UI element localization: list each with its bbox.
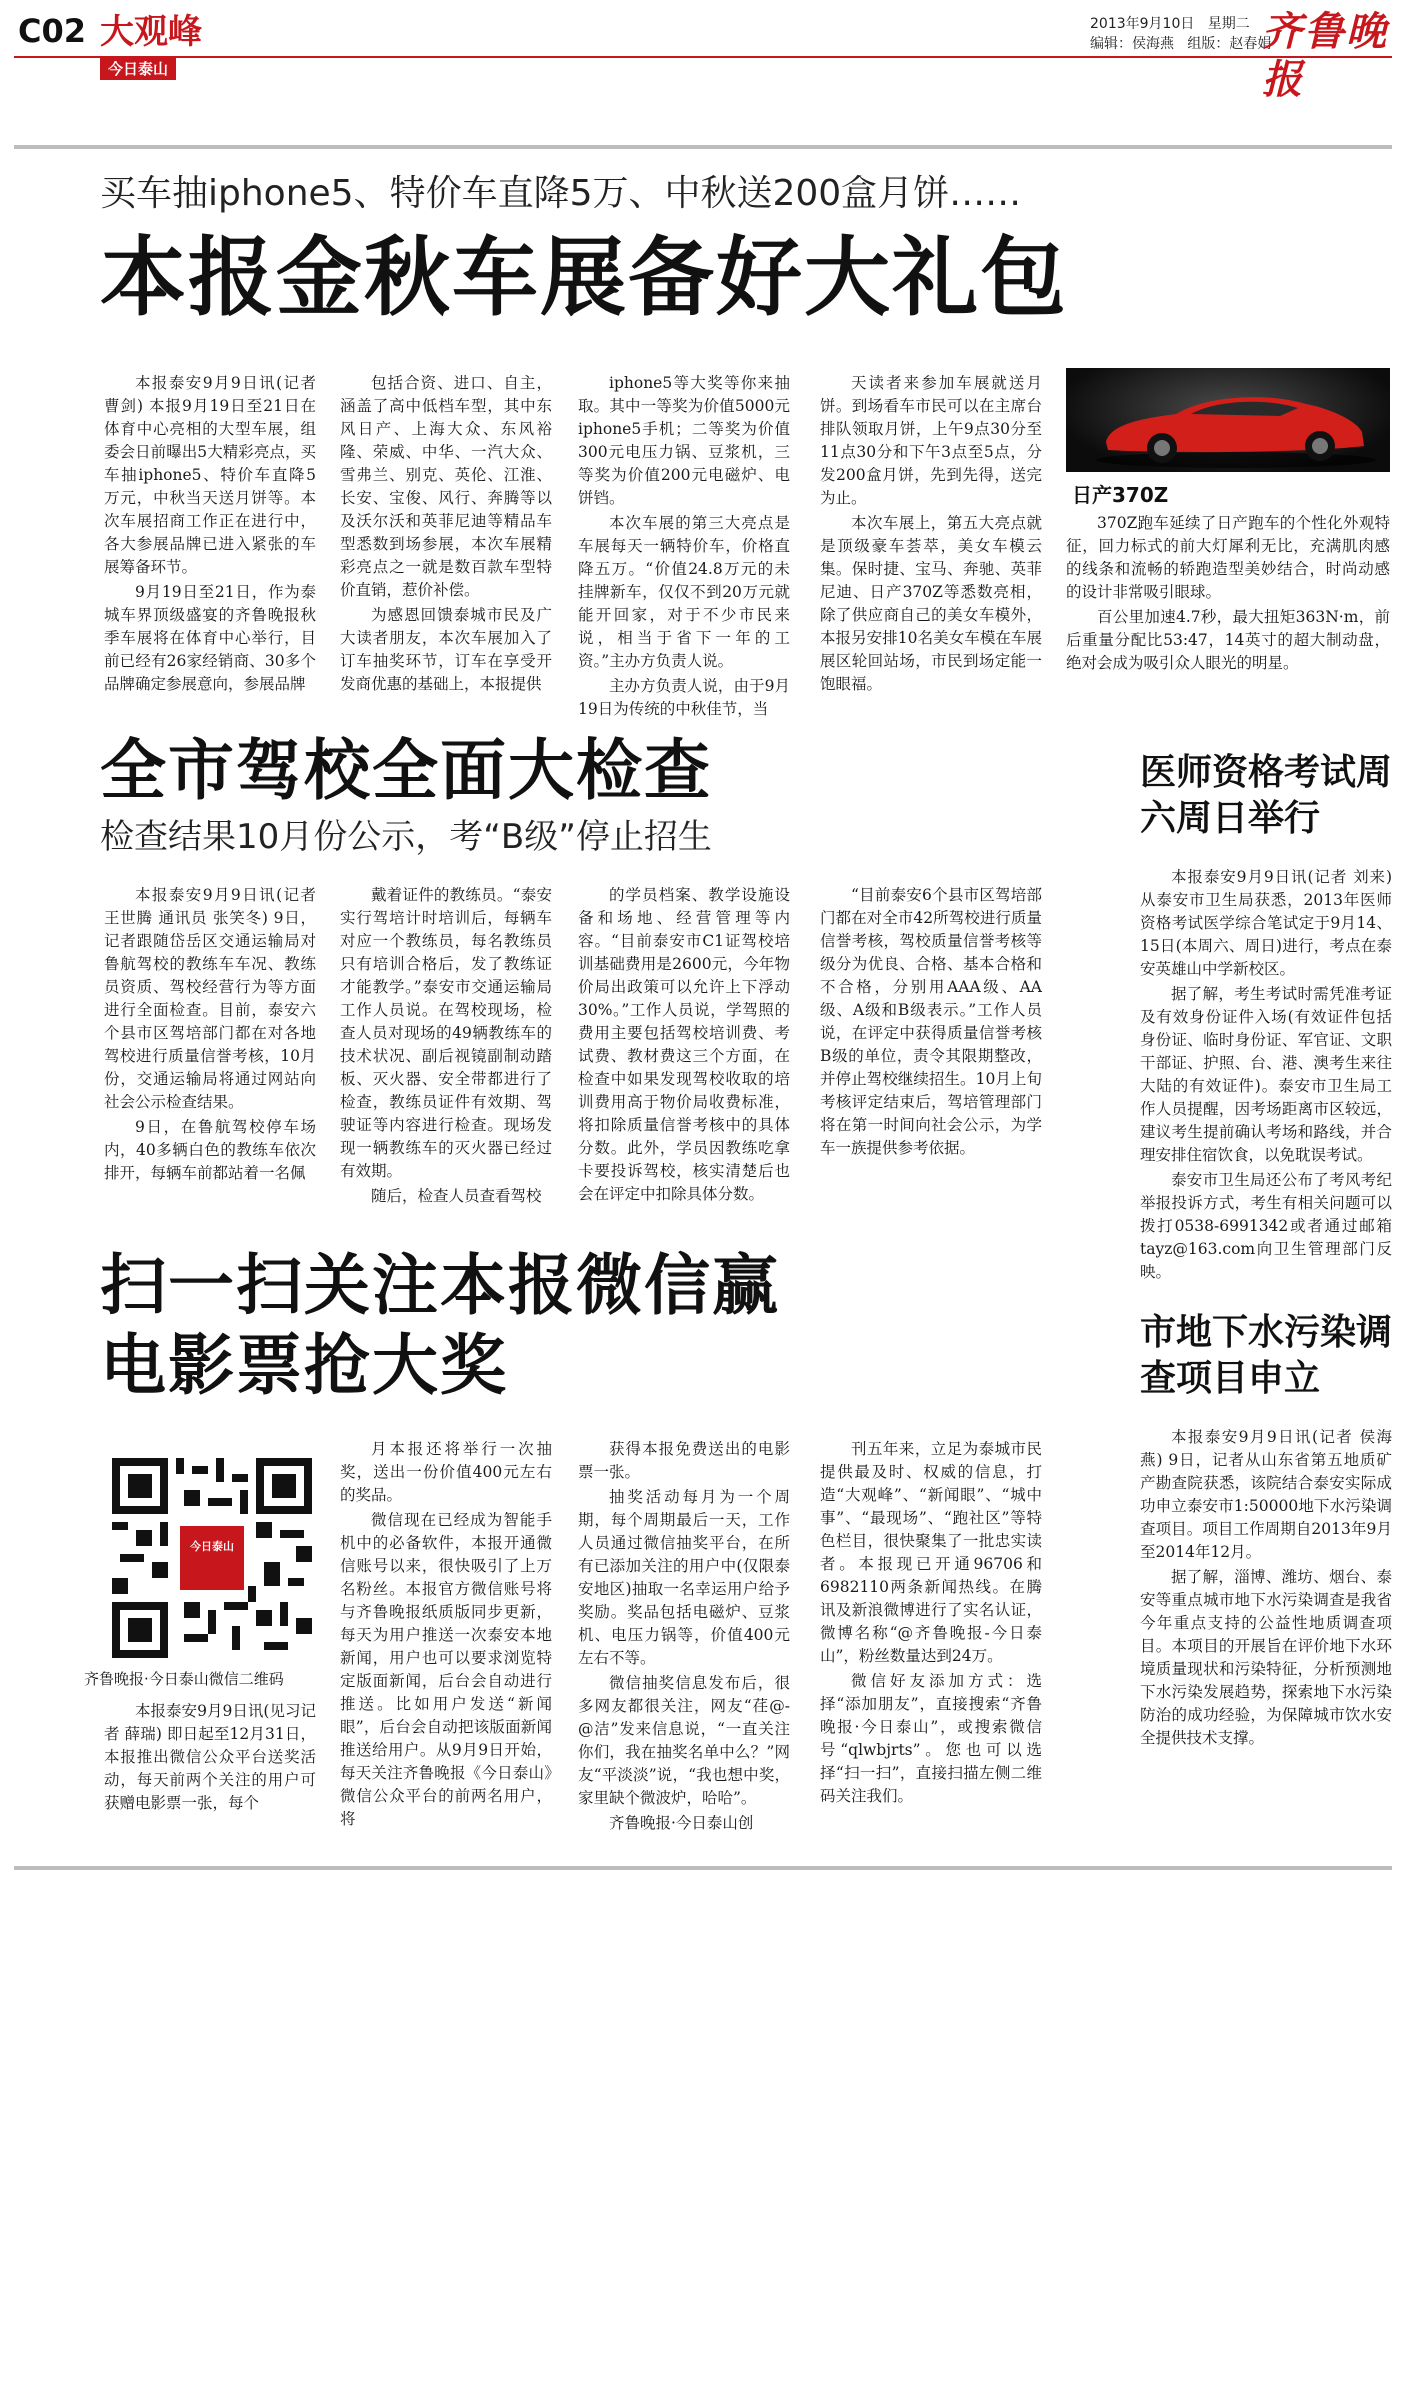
paragraph: 本次车展的第三大亮点是车展每天一辆特价车，价格直降五万。“价值24.8万元的未挂牌新车，仅仅不到20万元就能开回家，对于不少市民来说，相当于省下一年的工资。”主办方负责人说。 [578,514,790,670]
paragraph: 主办方负责人说，由于9月19日为传统的中秋佳节，当 [578,677,790,718]
date-text: 2013年9月10日 [1090,16,1195,32]
paragraph: 9月19日至21日，作为泰城车界顶级盛宴的齐鲁晚报秋季车展将在体育中心举行，目前已经有26家经销商、30多个品牌确定参展意向，参展品牌 [104,583,316,693]
layout-text: 组版：赵春娟 [1187,36,1272,52]
car-description [1066,512,1390,672]
article2-column-1 [104,884,316,1184]
article3-column-3 [578,1438,790,1850]
paragraph: 为感恩回馈泰城市民及广大读者朋友，本次车展加入了订车抽奖环节，订车在享受开发商优惠的基础上，本报提供 [340,606,552,693]
paragraph: 9日，在鲁航驾校停车场内，40多辆白色的教练车依次排开，每辆车前都站着一名佩 [104,1118,316,1182]
paragraph: 齐鲁晚报·今日泰山创 [609,1814,754,1832]
qr-code-graphic [112,1458,312,1658]
paragraph: 天读者来参加车展就送月饼。到场看车市民可以在主席台排队领取月饼，上午9点30分至11点30分和下午3点至5点，分发200盒月饼，先到先得，送完为止。 [820,374,1042,507]
editor-credits [1090,34,1271,54]
sports-car-icon [1066,368,1390,472]
paragraph: 370Z跑车延续了日产跑车的个性化外观特征，回力标式的前大灯犀利无比，充满肌肉感的线条和流畅的轿跑造型美妙结合，时尚动感的设计非常吸引眼球。 [1066,514,1390,601]
article1-column-1 [104,372,316,693]
article3-column-1 [104,1700,316,1850]
qr-caption: 齐鲁晚报·今日泰山微信二维码 [84,1670,284,1688]
paragraph: 本报泰安9月9日讯(见习记者 薛瑞) 即日起至12月31日，本报推出微信公众平台送奖活动，每天前两个关注的用户可获赠电影票一张，每个 [104,1702,316,1812]
article2-column-3 [578,884,790,1203]
paragraph: 刊五年来，立足为泰城市民提供最及时、权威的信息，打造“大观峰”、“新闻眼”、“城中事”、“最现场”、“跑社区”等特色栏目，很快聚集了一批忠实读者。本报现已开通96706和6982110两条新闻热线。在腾讯及新浪微博进行了实名认证，微博名称“@齐鲁晚报-今日泰山”，粉丝数量达到24万。 [820,1440,1042,1665]
paragraph: iphone5等大奖等你来抽取。其中一等奖为价值5000元iphone5手机；二等奖为价值300元电压力锅、豆浆机，三等奖为价值200元电磁炉、电饼铛。 [578,374,790,507]
paragraph: 微信抽奖信息发布后，很多网友都很关注，网友“荏@-@洁”发来信息说，“一直关注你们，我在抽奖名单中么？”网友“平淡淡”说，“我也想中奖，家里缺个微波炉，哈哈”。 [578,1674,790,1807]
paragraph: 月本报还将举行一次抽奖，送出一份价值400元左右的奖品。 [340,1440,552,1504]
article2-headline: 全市驾校全面大检查 [100,732,712,809]
paragraph: 戴着证件的教练员。“泰安实行驾培计时培训后，每辆车对应一个教练员，每名教练员只有培训合格后，发了教练证才能教学。”泰安市交通运输局工作人员说。在驾校现场，检查人员对现场的49辆教练车的技术状况、副后视镜副制动踏板、灭火器、安全带都进行了检查，教练员证件有效期、驾驶证等内容进行检查。现场发现一辆教练车的灭火器已经过有效期。 [340,886,552,1180]
paragraph: 本报泰安9月9日讯(记者 曹剑) 本报9月19日至21日在体育中心亮相的大型车展，组委会日前曝出5大精彩亮点，买车抽iphone5、特价车直降5万元，中秋当天送月饼等。本次车展招商工作正在进行中，各大参展品牌已进入紧张的车展筹备环节。 [104,374,316,576]
side2-headline: 市地下水污染调查项目申立 [1140,1312,1393,1399]
paragraph: 百公里加速4.7秒，最大扭矩363N·m，前后重量分配比53:47，14英寸的超大制动盘，绝对会成为吸引众人眼光的明星。 [1066,608,1390,672]
car-photo [1066,368,1390,472]
paragraph: 微信现在已经成为智能手机中的必备软件，本报开通微信账号以来，很快吸引了上万名粉丝。本报官方微信账号将与齐鲁晚报纸质版同步更新，每天为用户推送一次泰安本地新闻，用户也可以要求浏览特定版面新闻，后台会自动进行推送。比如用户发送“新闻眼”，后台会自动把该版面新闻推送给用户。从9月9日开始，每天关注齐鲁晚报《今日泰山》微信公众平台的前两名用户，将 [340,1511,552,1828]
article3-headline: 扫一扫关注本报微信赢电影票抢大奖 [100,1247,780,1404]
paragraph: 本报泰安9月9日讯(记者 侯海燕) 9日，记者从山东省第五地质矿产勘查院获悉，该院结合泰安实际成功申立泰安市1:50000地下水污染调查项目。项目工作周期自2013年9月至2014年12月。 [1140,1428,1392,1561]
sub-section-label: 今日泰山 [100,58,176,80]
article1-column-2 [340,372,552,693]
side1-headline: 医师资格考试周六周日举行 [1140,752,1393,839]
side2-body [1140,1426,1392,1850]
paragraph: 的学员档案、教学设施设备和场地、经营管理等内容。“目前泰安市C1证驾校培训基础费用是2600元，今年物价局出政策可以允许上下浮动30%。”工作人员说，学驾照的费用主要包括驾校培训费、考试费、教材费这三个方面，在检查中如果发现驾校收取的培训费用高于物价局收费标准，将扣除质量信誉考核中的具体分数。此外，学员因教练吃拿卡要投诉驾校，核实清楚后也会在评定中扣除具体分数。 [578,886,790,1203]
paragraph: 获得本报免费送出的电影票一张。 [578,1440,790,1481]
article1-headline: 本报金秋车展备好大礼包 [100,228,1068,328]
article1-column-3 [578,372,790,718]
side1-body [1140,866,1392,1281]
editor-text: 编辑：侯海燕 [1090,36,1174,52]
paragraph: “目前泰安6个县市区驾培部门都在对全市42所驾校进行质量信誉考核，驾校质量信誉考核等级分为优良、合格、基本合格和不合格，分别用AAA级、AA级、A级和B级表示。”工作人员说，在评定中获得质量信誉考核B级的单位，责令其限期整改，并停止驾校继续招生。10月上旬考核评定结束后，驾培管理部门将在第一时间向社会公示，为学车一族提供参考依据。 [820,886,1042,1157]
paragraph: 泰安市卫生局还公布了考风考纪举报投诉方式，考生有相关问题可以拨打0538-6991342或者通过邮箱tayz@163.com向卫生管理部门反映。 [1140,1171,1392,1281]
bottom-divider [14,1866,1392,1870]
header-rule [14,56,1392,58]
car-caption: 日产370Z [1072,483,1169,507]
section-title: 大观峰 [100,12,202,52]
qr-code-icon [112,1458,312,1658]
issue-date [1090,14,1250,34]
paragraph: 据了解，考生考试时需凭准考证及有效身份证件入场(有效证件包括身份证、临时身份证、军官证、文职干部证、护照、台、港、澳考生来往大陆的有效证件)。泰安市卫生局工作人员提醒，因考场距离市区较远，建议考生提前确认考场和路线，并合理安排住宿饮食，以免耽误考试。 [1140,985,1392,1164]
section-divider [14,145,1392,149]
article1-kicker: 买车抽iphone5、特价车直降5万、中秋送200盒月饼…… [100,173,1022,214]
paragraph: 本报泰安9月9日讯(记者 刘来) 从泰安市卫生局获悉，2013年医师资格考试医学综合笔试定于9月14、15日(本周六、周日)进行，考点在泰安英雄山中学新校区。 [1140,868,1392,978]
article1-column-4 [820,372,1042,693]
paragraph: 抽奖活动每月为一个周期，每个周期最后一天，工作人员通过微信抽奖平台，在所有已添加关注的用户中(仅限泰安地区)抽取一名幸运用户给予奖励。奖品包括电磁炉、豆浆机、电压力锅等，价值400元左右不等。 [578,1488,790,1667]
paragraph: 包括合资、进口、自主，涵盖了高中低档车型，其中东风日产、上海大众、东风裕隆、荣威、中华、一汽大众、雪弗兰、别克、英伦、江淮、长安、宝俊、风行、奔腾等以及沃尔沃和英菲尼迪等精品车型悉数到场参展，本次车展精彩亮点之一就是数百款车型特价直销，惹价补偿。 [340,374,552,599]
weekday-text: 星期二 [1207,16,1250,32]
paragraph: 本次车展上，第五大亮点就是顶级豪车荟萃，美女车模云集。保时捷、宝马、奔驰、英菲尼迪、日产370Z等悉数亮相，除了供应商自己的美女车模外，本报另安排10名美女车模在车展展区轮回站场，市民到场定能一饱眼福。 [820,514,1042,693]
newspaper-logo: 齐鲁晚报 [1262,8,1388,103]
article2-column-4 [820,884,1042,1184]
paragraph: 微信好友添加方式：选择“添加朋友”，直接搜索“齐鲁晚报·今日泰山”，或搜索微信号“qlwbjrts”。您也可以选择“扫一扫”，直接扫描左侧二维码关注我们。 [820,1672,1042,1805]
qr-center-label: 今日泰山 [190,1540,234,1553]
article3-column-2 [340,1438,552,1850]
paragraph: 随后，检查人员查看驾校 [371,1187,542,1205]
paragraph: 本报泰安9月9日讯(记者 王世腾 通讯员 张笑冬) 9日，记者跟随岱岳区交通运输局对鲁航驾校的教练车车况、教练员资质、驾校经营行为等方面进行全面检查。目前，泰安六个县市区驾培部门都在对各地驾校进行质量信誉考核，10月份，交通运输局将通过网站向社会公示检查结果。 [104,886,316,1111]
paragraph: 据了解，淄博、潍坊、烟台、泰安等重点城市地下水污染调查是我省今年重点支持的公益性地质调查项目。本项目的开展旨在评价地下水环境质量现状和污染特征，分析预测地下水污染发展趋势，探索地下水污染防治的成功经验，为保障城市饮水安全提供技术支撑。 [1140,1568,1392,1747]
article3-column-4 [820,1438,1042,1850]
page-number: C02 [18,12,87,50]
article2-subheadline: 检查结果10月份公示，考“B级”停止招生 [100,817,712,857]
article2-column-2 [340,884,552,1205]
